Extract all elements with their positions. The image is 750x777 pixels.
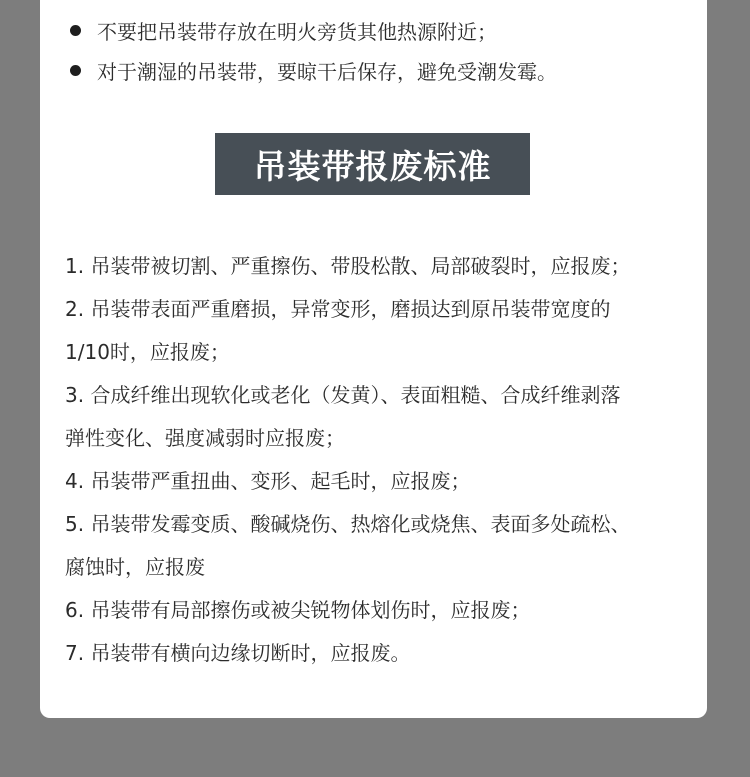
section-heading-banner xyxy=(215,133,530,195)
rule-line: 6. 吊装带有局部擦伤或被尖锐物体划伤时，应报废； xyxy=(65,598,531,622)
content-card xyxy=(40,0,707,718)
rule-line: 5. 吊装带发霉变质、酸碱烧伤、热熔化或烧焦、表面多处疏松、 xyxy=(65,512,631,536)
rule-line: 腐蚀时，应报废 xyxy=(65,555,205,579)
rule-line: 1. 吊装带被切割、严重擦伤、带股松散、局部破裂时，应报废； xyxy=(65,254,631,278)
list-item xyxy=(70,50,687,90)
bullet-dot-icon xyxy=(70,65,81,76)
bullet-dot-icon xyxy=(70,25,81,36)
scrap-rules-list xyxy=(65,245,687,675)
storage-tips-list xyxy=(70,10,687,90)
bullet-text: 不要把吊装带存放在明火旁货其他热源附近； xyxy=(97,19,497,44)
section-title: 吊装带报废标准 xyxy=(253,146,492,186)
rule-line: 1/10时，应报废； xyxy=(65,340,230,364)
rule-line: 3. 合成纤维出现软化或老化（发黄）、表面粗糙、合成纤维剥落 xyxy=(65,383,621,407)
bullet-text: 对于潮湿的吊装带，要晾干后保存，避免受潮发霉。 xyxy=(97,59,557,84)
rule-line: 7. 吊装带有横向边缘切断时，应报废。 xyxy=(65,641,411,665)
rule-line: 4. 吊装带严重扭曲、变形、起毛时，应报废； xyxy=(65,469,471,493)
rule-line: 弹性变化、强度减弱时应报废； xyxy=(65,426,345,450)
list-item xyxy=(70,10,687,50)
rule-line: 2. 吊装带表面严重磨损，异常变形，磨损达到原吊装带宽度的 xyxy=(65,297,611,321)
